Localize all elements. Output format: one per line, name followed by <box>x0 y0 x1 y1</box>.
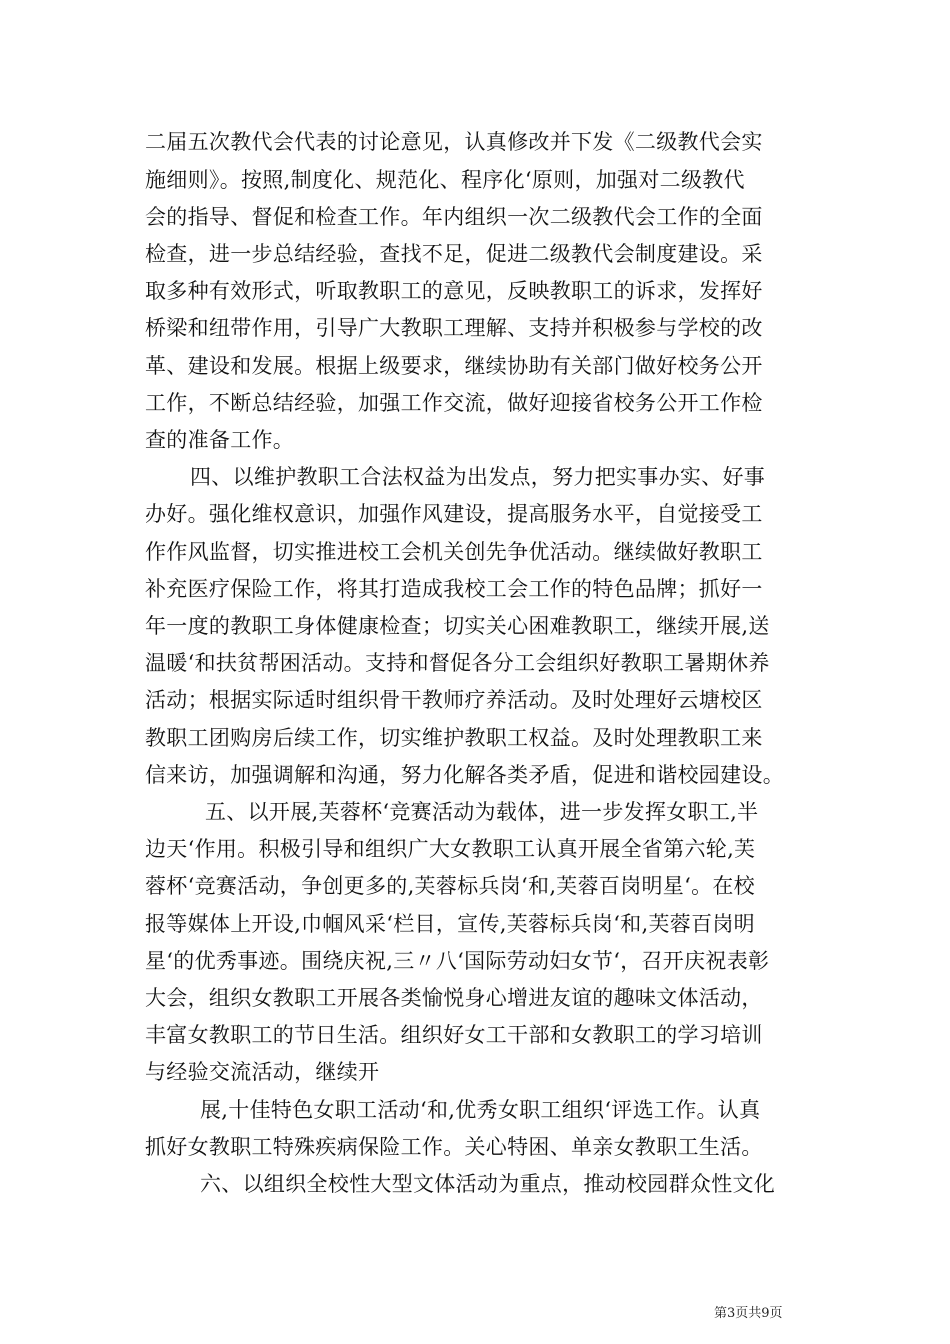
body-text-line: 施细则》。按照,制度化、规范化、程序化‘原则，加强对二级教代 <box>145 168 745 192</box>
body-text-line: 抓好女教职工特殊疾病保险工作。关心特困、单亲女教职工生活。 <box>145 1135 763 1159</box>
body-text-line: 蓉杯‘竞赛活动，争创更多的,芙蓉标兵岗‘和,芙蓉百岗明星‘。在校 <box>145 874 755 898</box>
body-text-line: 边天‘作用。积极引导和组织广大女教职工认真开展全省第六轮,芙 <box>145 837 756 861</box>
body-text-line: 与经验交流活动，继续开 <box>145 1060 380 1084</box>
body-text-line: 温暖‘和扶贫帮困活动。支持和督促各分工会组织好教职工暑期休养 <box>145 651 770 675</box>
body-text-line: 星‘的优秀事迹。围绕庆祝,三〃八‘国际劳动妇女节‘，召开庆祝表彰 <box>145 949 770 973</box>
body-text-line: 会的指导、督促和检查工作。年内组织一次二级教代会工作的全面 <box>145 205 763 229</box>
body-text-line: 二届五次教代会代表的讨论意见，认真修改并下发《二级教代会实 <box>145 130 763 154</box>
body-text-line: 活动；根据实际适时组织骨干教师疗养活动。及时处理好云塘校区 <box>145 688 763 712</box>
body-text-line: 工作，不断总结经验，加强工作交流，做好迎接省校务公开工作检 <box>145 391 763 415</box>
section-six-heading-line: 六、以组织全校性大型文体活动为重点，推动校园群众性文化 <box>200 1172 776 1196</box>
body-text-line: 作作风监督，切实推进校工会机关创先争优活动。继续做好教职工 <box>145 540 763 564</box>
body-text-line: 补充医疗保险工作，将其打造成我校工会工作的特色品牌；抓好一 <box>145 577 763 601</box>
body-text-line: 取多种有效形式，听取教职工的意见，反映教职工的诉求，发挥好 <box>145 279 763 303</box>
section-five-heading-line: 五、以开展,芙蓉杯‘竞赛活动为载体，进一步发挥女职工,半 <box>205 800 759 824</box>
body-text-line: 信来访，加强调解和沟通，努力化解各类矛盾，促进和谐校园建设。 <box>145 763 784 787</box>
body-text-line: 办好。强化维权意识，加强作风建设，提高服务水平，自觉接受工 <box>145 502 763 526</box>
body-text-line: 查的准备工作。 <box>145 428 295 452</box>
page-number-footer: 第3页共9页 <box>714 1306 783 1321</box>
body-text-line: 展,十佳特色女职工活动‘和,优秀女职工组织‘评选工作。认真 <box>200 1098 761 1122</box>
body-text-line: 年一度的教职工身体健康检查；切实关心困难教职工，继续开展,送 <box>145 614 770 638</box>
section-four-heading-line: 四、以维护教职工合法权益为出发点，努力把实事办实、好事 <box>190 465 766 489</box>
body-text-line: 大会，组织女教职工开展各类愉悦身心增进友谊的趣味文体活动， <box>145 986 763 1010</box>
body-text-line: 丰富女教职工的节日生活。组织好女工干部和女教职工的学习培训 <box>145 1023 763 1047</box>
body-text-line: 教职工团购房后续工作，切实维护教职工权益。及时处理教职工来 <box>145 726 763 750</box>
body-text-line: 检查，进一步总结经验，查找不足，促进二级教代会制度建设。采 <box>145 242 763 266</box>
body-text-line: 报等媒体上开设,巾帼风采‘栏目，宣传,芙蓉标兵岗‘和,芙蓉百岗明 <box>145 912 755 936</box>
body-text-line: 桥梁和纽带作用，引导广大教职工理解、支持并积极参与学校的改 <box>145 316 763 340</box>
body-text-line: 革、建设和发展。根据上级要求，继续协助有关部门做好校务公开 <box>145 354 763 378</box>
